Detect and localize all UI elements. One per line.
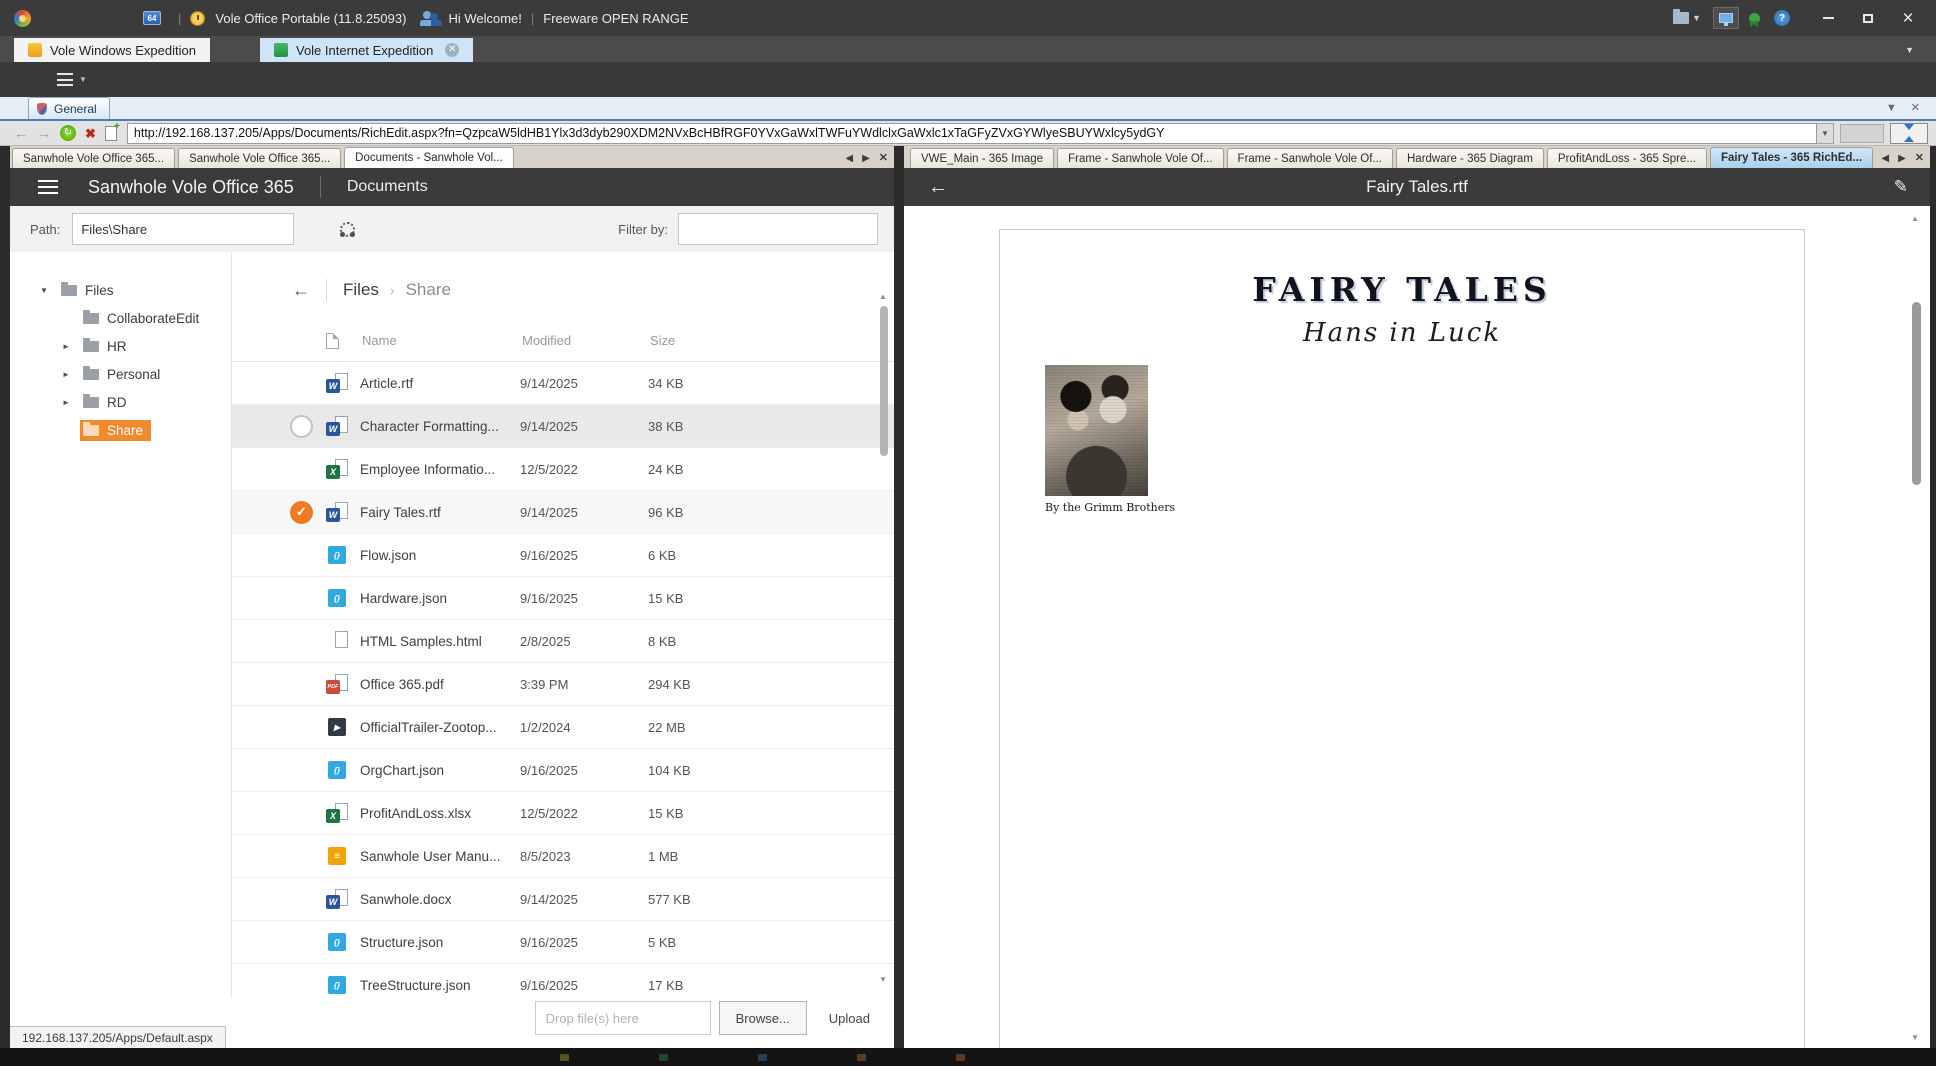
file-page-icon (326, 333, 339, 349)
folder-dropdown-caret-icon[interactable]: ▼ (1692, 13, 1701, 23)
right-pane-tab-label: Frame - Sanwhole Vole Of... (1237, 152, 1382, 165)
left-pane-tab-label: Documents - Sanwhole Vol... (355, 152, 503, 164)
right-pane-tab-label: ProfitAndLoss - 365 Spre... (1557, 152, 1696, 165)
file-modified: 2/8/2025 (520, 633, 571, 649)
filter-input[interactable] (678, 213, 878, 245)
menu-hamburger-icon[interactable] (57, 73, 73, 86)
file-row[interactable] (232, 921, 894, 964)
status-url-text: 192.168.137.205/Apps/Default.aspx (22, 1030, 213, 1045)
document-title: Fairy Tales.rtf (1366, 177, 1468, 196)
chevron-right-icon: › (389, 282, 395, 298)
left-pane-tab[interactable] (12, 148, 175, 168)
tree-item[interactable] (10, 276, 231, 304)
tree-item-label: Files (85, 282, 114, 298)
file-modified: 12/5/2022 (520, 461, 578, 477)
column-modified[interactable]: Modified (522, 333, 572, 348)
tab-scroll-right-icon[interactable]: ▶ (862, 153, 870, 164)
file-type-icon (326, 974, 350, 996)
file-row[interactable] (232, 749, 894, 792)
folder-icon (83, 397, 99, 408)
file-type-icon (326, 415, 350, 437)
file-type-icon (326, 931, 350, 953)
left-pane-tab-strip (10, 146, 894, 168)
browser-tab-icon (28, 43, 42, 57)
file-row[interactable] (232, 362, 894, 405)
right-pane-tab-label: Fairy Tales - 365 RichEd... (1721, 152, 1863, 164)
tab-close-icon[interactable]: ✕ (1914, 152, 1924, 164)
file-row[interactable] (232, 534, 894, 577)
menu-bar (0, 62, 1936, 97)
file-name: Office 365.pdf (360, 676, 444, 692)
file-row[interactable] (232, 706, 894, 749)
url-input[interactable] (127, 123, 1817, 144)
file-size: 577 KB (648, 891, 691, 907)
scroll-down-icon[interactable]: ▼ (1911, 1033, 1919, 1042)
file-size: 38 KB (648, 418, 684, 434)
ribbon-icon[interactable] (1749, 13, 1760, 24)
file-modified: 9/14/2025 (520, 418, 578, 434)
sync-icon[interactable] (340, 222, 355, 237)
scroll-up-icon[interactable]: ▲ (1911, 214, 1919, 223)
breadcrumb-root[interactable]: Files (343, 280, 379, 299)
file-name: Fairy Tales.rtf (360, 504, 441, 520)
file-size: 15 KB (648, 805, 684, 821)
file-name: OrgChart.json (360, 762, 445, 778)
document-area (904, 206, 1930, 1048)
browser-tab-icon (274, 43, 288, 57)
refresh-icon[interactable]: ↻ (60, 125, 76, 141)
left-pane-tab-label: Sanwhole Vole Office 365... (189, 152, 331, 165)
file-modified: 9/16/2025 (520, 934, 578, 950)
left-pane-tab-label: Sanwhole Vole Office 365... (23, 152, 165, 165)
file-row[interactable] (232, 663, 894, 706)
file-name: HTML Samples.html (360, 633, 482, 649)
file-manager-title: Sanwhole Vole Office 365 (88, 176, 294, 197)
right-pane-tab[interactable] (1547, 148, 1707, 168)
folder-icon (83, 425, 99, 436)
file-list-header (232, 320, 894, 362)
image-caption: By the Grimm Brothers (1045, 501, 1176, 514)
tree-expander-icon[interactable] (62, 370, 80, 379)
file-size: 8 KB (648, 633, 677, 649)
document-tab-strips (10, 146, 1930, 168)
file-size: 5 KB (648, 934, 677, 950)
welcome-text: Hi Welcome! (448, 10, 522, 26)
file-type-icon (326, 716, 350, 738)
file-size: 1 MB (648, 848, 679, 864)
tree-item-label: HR (107, 338, 127, 354)
tab-scroll-left-icon[interactable]: ◀ (845, 153, 854, 164)
general-tab-row (0, 97, 1936, 121)
document-heading: FAIRY TALES (1252, 270, 1552, 309)
file-type-icon (326, 673, 350, 695)
tree-item[interactable] (10, 416, 231, 444)
right-pane-tab-strip (904, 146, 1930, 168)
tab-scroll-right-icon[interactable]: ▶ (1898, 153, 1906, 164)
file-size: 22 MB (648, 719, 686, 735)
file-name: Flow.json (360, 547, 417, 563)
tree-item-label: Share (107, 422, 144, 438)
browse-button[interactable]: Browse... (719, 1001, 807, 1035)
tree-item[interactable] (10, 388, 231, 416)
breadcrumb-back-icon[interactable]: ← (292, 280, 310, 300)
taskbar-icon (560, 1054, 569, 1061)
back-icon[interactable]: ← (14, 125, 28, 141)
file-name: Sanwhole.docx (360, 891, 452, 907)
file-name: Character Formatting... (360, 418, 499, 434)
pane-splitter[interactable] (894, 168, 904, 1048)
file-type-icon (326, 888, 350, 910)
file-manager-pane (10, 168, 894, 1048)
file-size: 17 KB (648, 977, 684, 993)
help-button[interactable]: ? (1774, 10, 1790, 26)
titlebar-separator: | (530, 10, 535, 26)
tab-row-close-icon[interactable]: ✕ (1910, 102, 1920, 114)
file-type-icon (326, 630, 350, 652)
file-type-icon (326, 845, 350, 867)
tree-expander-icon[interactable] (40, 286, 58, 295)
file-name: OfficialTrailer-Zootop... (360, 719, 497, 735)
file-name: Structure.json (360, 934, 444, 950)
folder-tree (10, 252, 232, 998)
file-size: 96 KB (648, 504, 684, 520)
left-pane-tab[interactable] (344, 147, 514, 168)
document-page (999, 229, 1805, 1048)
tab-overflow-caret-icon[interactable]: ▼ (1905, 45, 1914, 55)
browser-tab-strip (0, 36, 1936, 62)
tree-expander-icon[interactable] (62, 342, 80, 351)
file-name: Sanwhole User Manu... (360, 848, 501, 864)
file-row[interactable] (232, 878, 894, 921)
file-row[interactable] (232, 405, 894, 448)
taskbar-icon (857, 1054, 866, 1061)
folder-icon (83, 369, 99, 380)
address-bar (0, 121, 1936, 146)
title-bar (0, 0, 1936, 36)
general-tab-label: General (54, 101, 97, 116)
tab-close-icon[interactable]: ✕ (878, 152, 888, 164)
right-pane-tab-label: Frame - Sanwhole Vole Of... (1068, 152, 1213, 165)
file-modified: 1/2/2024 (520, 719, 571, 735)
file-size: 24 KB (648, 461, 684, 477)
file-manager-header (10, 168, 894, 206)
tab-close-icon[interactable]: ✕ (445, 43, 459, 57)
file-row[interactable] (232, 491, 894, 534)
back-icon[interactable]: ← (928, 176, 948, 198)
file-type-icon (326, 759, 350, 781)
taskbar-icon (956, 1054, 965, 1061)
minimize-button[interactable] (1810, 6, 1846, 30)
tab-scroll-left-icon[interactable]: ◀ (1881, 153, 1890, 164)
file-size: 104 KB (648, 762, 691, 778)
file-modified: 9/14/2025 (520, 375, 578, 391)
file-modified: 8/5/2023 (520, 848, 571, 864)
edition-text: Freeware OPEN RANGE (543, 10, 689, 26)
file-size: 34 KB (648, 375, 684, 391)
file-list (232, 252, 894, 998)
user-people-icon (420, 11, 442, 26)
file-row[interactable] (232, 964, 894, 998)
app-title: Vole Office Portable (11.8.25093) (215, 10, 407, 26)
file-modified: 9/14/2025 (520, 504, 578, 520)
tab-general[interactable] (28, 97, 110, 119)
pane-splitter[interactable] (894, 146, 904, 168)
tab-scroll-caret-icon[interactable]: ▼ (1885, 102, 1897, 114)
breadcrumb-current: Share (405, 280, 451, 299)
work-area (0, 146, 1936, 1048)
upload-button[interactable]: Upload (819, 1003, 880, 1034)
restore-button[interactable] (1850, 6, 1886, 30)
file-modified: 3:39 PM (520, 676, 569, 692)
file-size: 15 KB (648, 590, 684, 606)
file-type-icon (326, 802, 350, 824)
left-pane-tab[interactable] (178, 148, 341, 168)
taskbar-icon (659, 1054, 668, 1061)
file-name: TreeStructure.json (360, 977, 471, 993)
file-type-icon (326, 501, 350, 523)
monitor-icon[interactable] (1713, 7, 1739, 29)
tree-item[interactable] (10, 304, 231, 332)
file-row[interactable] (232, 620, 894, 663)
file-modified: 9/16/2025 (520, 547, 578, 563)
stop-icon[interactable]: ✖ (85, 125, 96, 141)
taskbar-icon (758, 1054, 767, 1061)
document-viewer-pane (904, 168, 1930, 1048)
right-pane-tab[interactable] (1227, 148, 1393, 168)
file-type-icon (326, 587, 350, 609)
tree-item[interactable] (10, 360, 231, 388)
filter-label: Filter by: (618, 221, 668, 237)
breadcrumb (232, 272, 894, 308)
file-list-scrollbar[interactable] (878, 292, 890, 984)
clock-icon (190, 11, 205, 26)
scroll-up-icon[interactable]: ▲ (879, 292, 887, 301)
file-name: Article.rtf (360, 375, 414, 391)
file-row[interactable] (232, 448, 894, 491)
file-type-icon (326, 458, 350, 480)
scroll-down-icon[interactable]: ▼ (879, 975, 887, 984)
shield-icon (37, 103, 47, 115)
url-dropdown-caret-icon[interactable]: ▼ (1817, 123, 1834, 144)
column-size[interactable]: Size (650, 333, 676, 348)
file-name: ProfitAndLoss.xlsx (360, 805, 472, 821)
file-name: Employee Informatio... (360, 461, 496, 477)
folder-icon (83, 313, 99, 324)
app-logo-icon (14, 10, 31, 27)
scrollbar-thumb[interactable] (880, 306, 888, 456)
document-subheading: Hans in Luck (1302, 318, 1502, 348)
file-manager-subtitle: Documents (346, 178, 428, 195)
tree-item-label: RD (107, 394, 127, 410)
tree-item[interactable] (10, 332, 231, 360)
edit-pencil-icon[interactable]: ✎ (1893, 177, 1908, 196)
right-pane-tab[interactable] (1396, 148, 1544, 168)
grimm-brothers-image (1045, 365, 1148, 496)
document-scrollbar[interactable] (1910, 214, 1923, 1042)
right-pane-tab-label: Hardware - 365 Diagram (1407, 152, 1533, 165)
new-page-icon[interactable] (105, 126, 117, 141)
right-pane-tab[interactable] (910, 148, 1054, 168)
browser-tab[interactable] (260, 38, 473, 62)
right-pane-tab[interactable] (1057, 148, 1223, 168)
right-pane-tab-label: VWE_Main - 365 Image (921, 152, 1044, 165)
file-modified: 9/16/2025 (520, 762, 578, 778)
forward-icon[interactable]: → (37, 125, 51, 141)
file-row[interactable] (232, 577, 894, 620)
column-name[interactable]: Name (362, 333, 397, 348)
file-select-indicator[interactable] (290, 501, 313, 524)
file-name: Hardware.json (360, 590, 448, 606)
browser-tab[interactable] (14, 38, 210, 62)
close-button[interactable]: × (1902, 7, 1914, 29)
file-row[interactable] (232, 835, 894, 878)
tree-item-label: CollaborateEdit (107, 310, 200, 326)
file-modified: 9/14/2025 (520, 891, 578, 907)
browser-tab-label: Vole Windows Expedition (50, 42, 196, 58)
menu-caret-icon[interactable]: ▼ (79, 75, 87, 84)
file-type-icon (326, 372, 350, 394)
file-size: 294 KB (648, 676, 691, 692)
file-modified: 12/5/2022 (520, 805, 578, 821)
file-modified: 9/16/2025 (520, 977, 578, 993)
file-type-icon (326, 544, 350, 566)
path-input[interactable] (72, 213, 294, 245)
progress-inset (1840, 124, 1884, 143)
tree-expander-icon[interactable] (62, 398, 80, 407)
scrollbar-thumb[interactable] (1912, 302, 1921, 485)
drop-files-input[interactable] (535, 1001, 711, 1035)
header-divider (320, 176, 321, 198)
titlebar-separator: | (178, 10, 182, 26)
interstate-64-badge-icon: 64 (143, 11, 161, 25)
status-bar (10, 1026, 226, 1048)
file-modified: 9/16/2025 (520, 590, 578, 606)
path-row (10, 206, 894, 252)
path-label: Path: (30, 221, 61, 237)
browser-tab-label: Vole Internet Expedition (295, 42, 434, 58)
breadcrumb-divider (326, 279, 327, 301)
folder-icon (83, 341, 99, 352)
save-folder-icon[interactable] (1673, 12, 1689, 24)
folder-icon (61, 285, 77, 296)
hamburger-menu-icon[interactable] (38, 180, 58, 194)
taskbar-strip (0, 1048, 1936, 1066)
file-row[interactable] (232, 792, 894, 835)
tree-item-label: Personal (107, 366, 161, 382)
loading-hourglass-button[interactable] (1890, 123, 1928, 144)
right-pane-tab[interactable] (1710, 147, 1873, 168)
file-select-indicator[interactable] (290, 415, 313, 438)
file-size: 6 KB (648, 547, 677, 563)
document-header (904, 168, 1930, 206)
